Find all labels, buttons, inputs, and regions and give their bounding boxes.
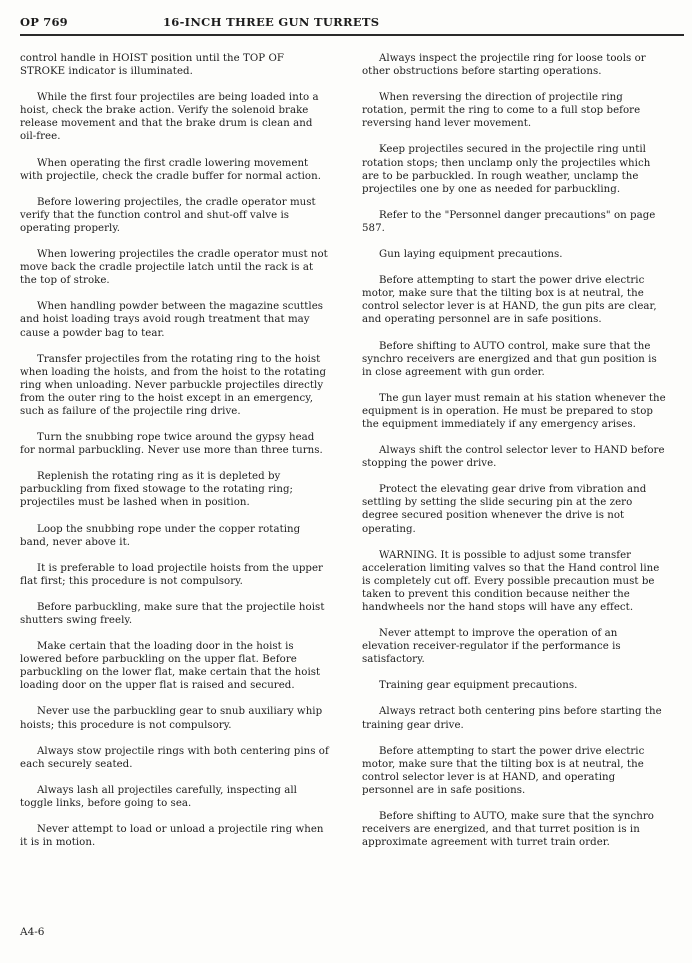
left-column [20, 52, 332, 862]
section-heading: Gun laying equipment precautions. [379, 249, 563, 261]
paragraph: Protect the elevating gear drive from vibration and settling by setting the slide securing pin at the zero degree secured position whenever the drive is not operating. [362, 484, 647, 535]
paragraph: Never attempt to load or unload a projectile ring when it is in motion. [20, 824, 324, 849]
warning-paragraph: WARNING. It is possible to adjust some transfer acceleration limiting valves so that the Hand control line is completely cut off. Every possible precaution must be taken to prevent this condition because neither the handwheels nor the hand stops will have any effect. [362, 549, 660, 613]
paragraph: Always lash all projectiles carefully, inspecting all toggle links, before going to sea. [20, 784, 297, 809]
page-number: A4-6 [20, 926, 45, 938]
paragraph: Replenish the rotating ring as it is depleted by parbuckling from fixed stowage to the rotating ring; projectiles must be lashed when in position. [20, 471, 294, 509]
right-column [362, 52, 668, 862]
paragraph: Keep projectiles secured in the projectile ring until rotation stops; then unclamp only the projectiles which are to be parbuckled. In rough weather, unclamp the projectiles one by one as needed for parbuckling. [362, 144, 651, 195]
paragraph: When operating the first cradle lowering movement with projectile, check the cradle buffer for normal action. [20, 157, 322, 182]
section-heading: Training gear equipment precautions. [379, 680, 578, 692]
page-title: 16-INCH THREE GUN TURRETS [163, 15, 380, 29]
paragraph: It is preferable to load projectile hoists from the upper flat first; this procedure is not compulsory. [20, 562, 323, 587]
paragraph: Turn the snubbing rope twice around the gypsy head for normal parbuckling. Never use more than three turns. [20, 432, 323, 457]
paragraph: Transfer projectiles from the rotating ring to the hoist when loading the hoists, and from the hoist to the rotating ring when unloading. Never parbuckle projectiles directly from the outer ring to the hoist except in an emergency, such as failure of the projectile ring drive. [20, 353, 327, 417]
paragraph: The gun layer must remain at his station whenever the equipment is in operation. He must be prepared to stop the equipment immediately if any emergency arises. [362, 392, 666, 430]
paragraph: control handle in HOIST position until the TOP OF STROKE indicator is illuminated. [20, 53, 284, 78]
paragraph: Always retract both centering pins before starting the training gear drive. [362, 706, 662, 731]
paragraph: Always stow projectile rings with both centering pins of each securely seated. [20, 745, 329, 770]
paragraph: Never use the parbuckling gear to snub auxiliary whip hoists; this procedure is not compulsory. [20, 706, 323, 731]
paragraph: Never attempt to improve the operation of an elevation receiver-regulator if the performance is satisfactory. [362, 628, 621, 666]
paragraph: Before attempting to start the power drive electric motor, make sure that the tilting box is at neutral, the control selector lever is at HAND, and operating personnel are in safe positions. [362, 745, 645, 796]
paragraph: Before parbuckling, make sure that the projectile hoist shutters swing freely. [20, 601, 325, 626]
paragraph: Always inspect the projectile ring for loose tools or other obstructions before starting operations. [362, 53, 646, 78]
paragraph: While the first four projectiles are being loaded into a hoist, check the brake action. Verify the solenoid brake release movement and that the brake drum is clean and oil-free. [20, 92, 319, 143]
paragraph: Refer to the "Personnel danger precautions" on page 587. [362, 209, 656, 234]
page-header [20, 12, 684, 36]
document-number: OP 769 [20, 15, 68, 29]
paragraph: When reversing the direction of projectile ring rotation, permit the ring to come to a full stop before reversing hand lever movement. [362, 92, 641, 130]
paragraph: Before lowering projectiles, the cradle operator must verify that the function control and shut-off valve is operating properly. [20, 196, 316, 234]
paragraph: When handling powder between the magazine scuttles and hoist loading trays avoid rough treatment that may cause a powder bag to tear. [20, 301, 324, 339]
paragraph: Always shift the control selector lever to HAND before stopping the power drive. [362, 445, 665, 470]
paragraph: Loop the snubbing rope under the copper rotating band, never above it. [20, 523, 301, 548]
paragraph: Before shifting to AUTO control, make sure that the synchro receivers are energized and that gun position is in close agreement with gun order. [362, 340, 657, 378]
paragraph: Before shifting to AUTO, make sure that the synchro receivers are energized, and that turret position is in approximate agreement with turret train order. [362, 811, 654, 849]
paragraph: When lowering projectiles the cradle operator must not move back the cradle projectile latch until the rack is at the top of stroke. [20, 249, 328, 287]
paragraph: Make certain that the loading door in the hoist is lowered before parbuckling on the upper flat. Before parbuckling on the lower flat, make certain that the hoist loading door on the upper flat is raised and secured. [20, 641, 321, 692]
paragraph: Before attempting to start the power drive electric motor, make sure that the tilting box is at neutral, the control selector lever is at HAND, the gun pits are clear, and operating personnel are in safe positions. [362, 275, 657, 326]
